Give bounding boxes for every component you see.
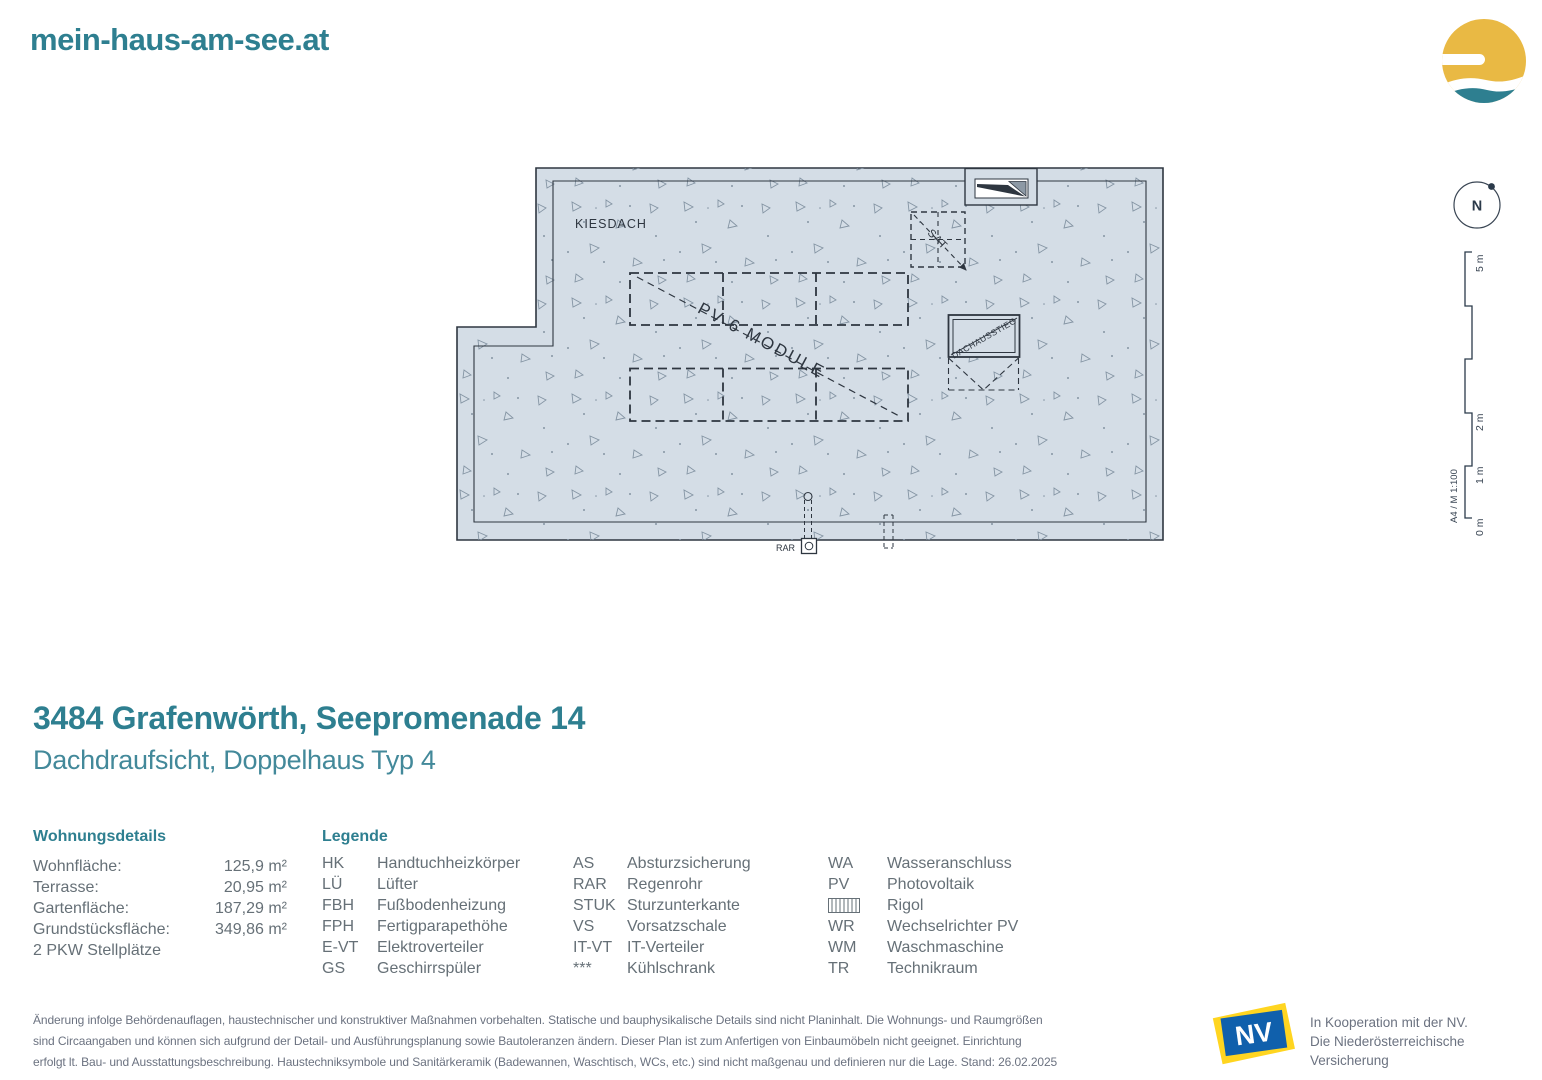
parking-note: 2 PKW Stellplätze	[33, 942, 162, 959]
legend-label: Kühlschrank	[627, 960, 716, 977]
legend-column-1	[322, 853, 520, 979]
legend-abbr: STUK	[573, 897, 616, 914]
legend-abbr: E-VT	[322, 939, 359, 956]
legend-abbr: PV	[828, 876, 850, 893]
details-row: Wohnfläche: 125,9 m²	[33, 858, 287, 875]
legend-abbr: RAR	[573, 876, 607, 893]
scale-mark-1m: 1 m	[1474, 466, 1486, 484]
legend-abbr: TR	[828, 960, 850, 977]
scale-bar	[1465, 252, 1472, 518]
sun-wave-logo-icon	[1440, 12, 1530, 107]
scale-mark-2m: 2 m	[1474, 413, 1486, 431]
scale-format-label: A4 / M 1:100	[1449, 469, 1460, 523]
apartment-details	[33, 828, 287, 961]
rar-label: RAR	[776, 543, 796, 553]
disclaimer-line: erfolgt lt. Bau- und Ausstattungsbeschreibung. Haustechniksymbole und Sanitärkeramik (Badewannen, Waschtisch, WCs, etc.) sind nicht maßgenau und definieren nur die Lage. Stand: 26.02.2025	[33, 1055, 1058, 1069]
legend-abbr: WM	[828, 939, 857, 956]
title-block	[33, 700, 585, 776]
legend-label: Technikraum	[887, 960, 978, 977]
legend-abbr: GS	[322, 960, 346, 977]
details-heading: Wohnungsdetails	[33, 828, 167, 845]
scale-mark-0m: 0 m	[1474, 518, 1486, 536]
disclaimer-text	[33, 1010, 1057, 1073]
legend-label: Vorsatzschale	[627, 918, 727, 935]
dachausstieg-label: DACHAUSSTIEG	[949, 315, 1019, 361]
logo-slot	[1440, 54, 1485, 65]
legend-abbr: HK	[322, 855, 345, 872]
legend-abbr: VS	[573, 918, 595, 935]
legend-label: Absturzsicherung	[627, 855, 751, 872]
legend-label: Handtuchheizkörper	[377, 855, 521, 872]
page-subtitle: Dachdraufsicht, Doppelhaus Typ 4	[33, 745, 436, 775]
disclaimer-line: sind Circaangaben und können sich aufgrund der Detail- und Ausführungsplanung sowie Bautoleranzen ändern. Dieser Plan ist zum Anfertigen von Einbaumöbeln nicht geeignet. Einrichtung	[33, 1034, 1022, 1048]
legend-column-2	[573, 853, 751, 979]
plan-sidebar	[1430, 160, 1542, 580]
site-logo-text: mein-haus-am-see.at	[30, 22, 329, 57]
legend-label: Photovoltaik	[887, 876, 975, 893]
legend-label: Wasseranschluss	[887, 855, 1012, 872]
legend-abbr: FPH	[322, 918, 354, 935]
nv-logo-icon	[1208, 998, 1300, 1070]
legend-column-3	[828, 853, 1018, 979]
roof-plan	[440, 150, 1180, 570]
legend-abbr: IT-VT	[573, 939, 613, 956]
sat-label: SAT	[924, 227, 950, 253]
details-row: Gartenfläche: 187,29 m²	[33, 900, 287, 917]
roof-gravel-texture	[457, 168, 1163, 540]
legend-label: Lüfter	[377, 876, 418, 893]
legend-label: Rigol	[887, 897, 924, 914]
details-row: Grundstücksfläche: 349,86 m²	[33, 921, 287, 938]
kiesdach-label: KIESDACH	[575, 217, 647, 231]
legend-abbr: FBH	[322, 897, 354, 914]
legend-label: Geschirrspüler	[377, 960, 482, 977]
details-row: Terrasse: 20,95 m²	[33, 879, 287, 896]
legend-label: Fertigparapethöhe	[377, 918, 508, 935]
legend-abbr: AS	[573, 855, 595, 872]
legend-label: Regenrohr	[627, 876, 703, 893]
cooperation-note: In Kooperation mit der NV. Die Niederösterreichische Versicherung	[1310, 1015, 1468, 1068]
legend-label: Fußbodenheizung	[377, 897, 506, 914]
rigol-hatch-icon	[828, 895, 887, 916]
roof-vent-box	[965, 169, 1037, 206]
legend-abbr: ***	[573, 960, 592, 977]
scale-mark-5m: 5 m	[1474, 254, 1486, 272]
nv-logo-text: NV	[1233, 1016, 1275, 1052]
page-title: 3484 Grafenwörth, Seepromenade 14	[33, 700, 586, 736]
legend-label: Sturzunterkante	[627, 897, 740, 914]
legend-abbr: LÜ	[322, 876, 343, 893]
legend-label: Wechselrichter PV	[887, 918, 1019, 935]
north-letter: N	[1471, 198, 1483, 215]
legend-label: Elektroverteiler	[377, 939, 484, 956]
legend-abbr: WR	[828, 918, 855, 935]
legend-abbr: WA	[828, 855, 854, 872]
legend-label: Waschmaschine	[887, 939, 1004, 956]
pv-module-label: PV 6 MODULE	[694, 298, 829, 383]
north-compass-icon	[1454, 182, 1500, 228]
legend-label: IT-Verteiler	[627, 939, 705, 956]
legend-heading: Legende	[322, 828, 388, 845]
disclaimer-line: Änderung infolge Behördenauflagen, haustechnischer und konstruktiver Maßnahmen vorbehalten. Statische und bauphysikalische Details sind nicht Planinhalt. Die Wohnungs- und Raumgrößen	[33, 1013, 1043, 1027]
